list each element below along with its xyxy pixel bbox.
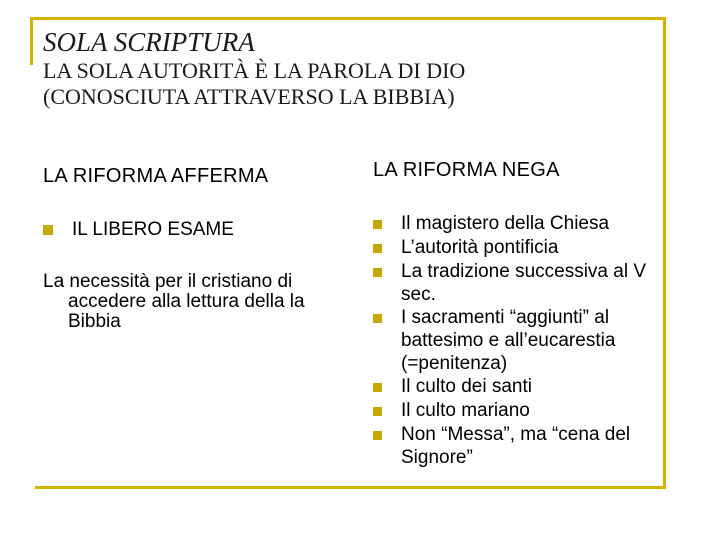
frame-bottom-line [35, 486, 666, 489]
left-column [43, 164, 353, 332]
square-bullet-icon [373, 314, 382, 323]
title-main: SOLA SCRIPTURA [43, 27, 255, 57]
list-item: Il culto dei santi [373, 375, 673, 399]
left-bullet-text: IL LIBERO ESAME [72, 219, 234, 240]
list-item: Non “Messa”, ma “cena del Signore” [373, 423, 673, 469]
square-bullet-icon [373, 268, 382, 277]
left-heading: LA RIFORMA AFFERMA [43, 165, 269, 187]
square-bullet-icon [373, 244, 382, 253]
list-item: Il magistero della Chiesa [373, 212, 673, 236]
title-subtitle-line1: LA SOLA AUTORITÀ È LA PAROLA DI DIO [43, 58, 466, 83]
square-bullet-icon [43, 225, 53, 235]
list-item: La tradizione successiva al V sec. [373, 260, 673, 306]
list-item: L’autorità pontificia [373, 236, 673, 260]
square-bullet-icon [373, 431, 382, 440]
title-subtitle-line2: (CONOSCIUTA ATTRAVERSO LA BIBBIA) [43, 84, 455, 109]
square-bullet-icon [373, 383, 382, 392]
right-heading: LA RIFORMA NEGA [373, 159, 560, 181]
square-bullet-icon [373, 407, 382, 416]
slide-title [43, 26, 465, 110]
frame-top-line [30, 17, 666, 20]
list-item: I sacramenti “aggiunti” al battesimo e all’eucarestia (=penitenza) [373, 306, 673, 375]
left-paragraph: La necessità per il cristiano di accedere alla lettura della la Bibbia [43, 271, 305, 332]
right-list [373, 212, 673, 469]
right-column [373, 158, 673, 469]
frame-left-accent [30, 17, 33, 65]
left-bullet-item [43, 218, 353, 242]
list-item: Il culto mariano [373, 399, 673, 423]
square-bullet-icon [373, 220, 382, 229]
